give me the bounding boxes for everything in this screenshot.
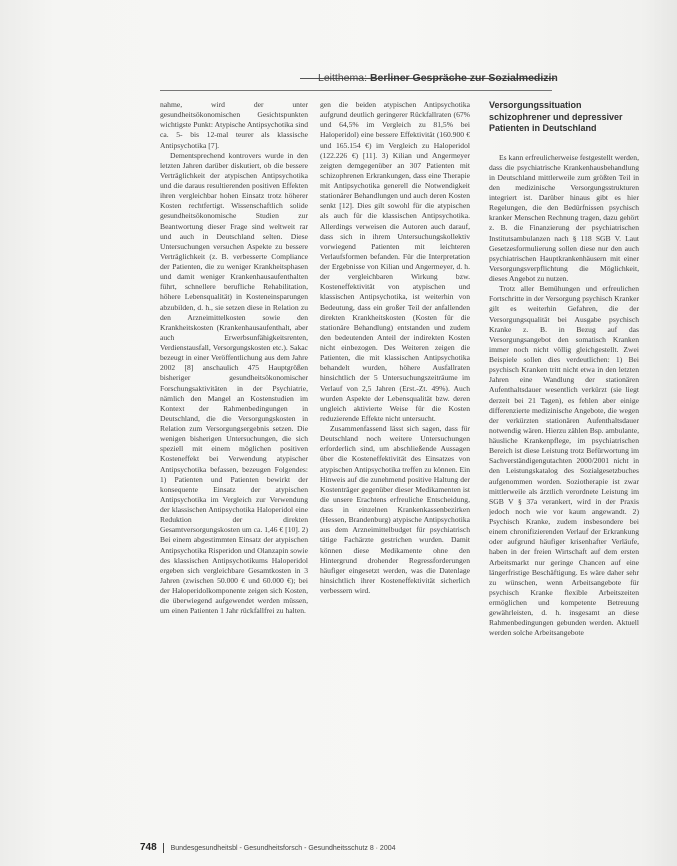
paragraph: gen die beiden atypischen Antipsychotika aufgrund deutlich geringerer Rückfallraten (67% und 64,5% im Vergleich zu 81,5% bei Haloperidol) eine bessere Effektivität (160.900 € und 165.154 €) im Vergleich zu Haloperidol (122.226 €) [11]. 3) Kilian und Angermeyer zeigten demgegenüber an 307 Patienten mit schizophrenen Erkrankungen, dass eine Therapie mit Antipsychotika generell die Notwendigkeit stationärer Behandlungen und auch deren Kosten senkt [12]. Dies gilt sowohl für die atypischen als auch für die klassischen Antipsychotika. Allerdings verweisen die Autoren auch darauf, dass sich in ihrem Untersuchungskollektiv vorwiegend Patienten mit leichteren Verlaufsformen befanden. Für die Interpretation der Ergebnisse von Kilian und Angermeyer, d. h. der vergleichbaren Wirkung bzw. Kosteneffektivität von atypischen und klassischen Antipsychotika, ist weiterhin von Bedeutung, dass ein großer Teil der anfallenden direkten Krankheitskosten (Kosten für die stationäre Behandlung) entstanden und zudem den bedeutenden Anteil der indirekten Kosten nicht einbezogen. Des Weiteren zeigen die Patienten, die mit klassischen Antipsychotika behandelt wurden, höhere Ausfallraten hinsichtlich der 5 Untersuchungszeiträume im Verlauf von 2,5 Jahren (Erst.-Zt. 49%). Auch wurden Aspekte der Lebensqualität bzw. deren ungleich aktivierte Weise für die Kosten reduzierende Effekte nicht untersucht. <box>320 100 470 423</box>
paragraph: nahme, wird der unter gesundheitsökonomischen Gesichtspunkten wichtigste Punkt: Atypische Antipsychotika sind ca. 5- bis 12-mal teurer als klassische Antipsychotika [7]. <box>160 100 308 150</box>
page-footer <box>140 842 560 853</box>
section-heading: Versorgungssituation schizophrener und depressiver Patienten in Deutschland <box>489 100 623 133</box>
footer-divider <box>163 843 164 853</box>
paragraph: Es kann erfreulicherweise festgestellt werden, dass die psychiatrische Krankenhausbehandlung in Deutschland mittlerweile zum größten Teil in den medizinische Versorgungsstrukturen integriert ist. Darüber hinaus gibt es hier Regelungen, die den Bedürfnissen psychisch kranker Menschen Rechnung tragen, dazu gehört z. B. die Finanzierung der psychiatrischen Institutsambulanzen nach § 118 SGB V. Laut Gesetzesformulierung sollen diese nur den auch psychiatrischen Hauptkrankenhäusern mit einer Versorgungsverpflichtung die Möglichkeit, dieses Angebot zu nutzen. <box>489 152 639 283</box>
header-rule-bottom <box>160 90 552 91</box>
paragraph: Zusammenfassend lässt sich sagen, dass für Deutschland noch weitere Untersuchungen erforderlich sind, um abschließende Aussagen über die Kosteneffektivität des Einsatzes von atypischen Antipsychotika treffen zu können. Ein Hinweis auf die zunehmend positive Haltung der Kostenträger gegenüber dieser Medikamenten ist die unsere Erachtens erfreuliche Entscheidung, dass in einzelnen Krankenkassenbezirken (Hessen, Brandenburg) atypische Antipsychotika aus dem Arzneimittelbudget für psychiatrisch tätige Fachärzte gestrichen wurden. Damit können diese Medikamente ohne den Hintergrund drohender Regressforderungen häufiger eingesetzt werden, was die Datenlage hinsichtlich ihrer Kosteneffektivität sicherlich verbessern wird. <box>320 424 470 595</box>
text-column-middle <box>320 100 470 850</box>
paragraph: Trotz aller Bemühungen und erfreulichen Fortschritte in der Versorgung psychisch Kranker gilt es weiterhin Gefahren, die der Versorgungsqualität bei Ausgabe psychisch Kranke z. B. in Bezug auf das Versorgungsangebot den somatisch Kranken immer noch nicht völlig gleichgestellt. Zwei Beispiele sollen dies verdeutlichen: 1) Bei psychisch Kranken tritt nicht etwa in den letzten Jahren eine Wandlung der stationären Aufenthaltsdauer wesentlich verkürzt (sie liegt derzeit bei 21 Tagen), es fehlen aber einige differenzierte medizinische Angebote, die wegen der verkürzten stationären Aufenthaltsdauer notwendig wären. Hierzu zählen Bsp. ambulante, häusliche Krankenpflege, im psychiatrischen Bereich ist diese Leistung trotz Befürwortung im Sachverständigengutachten 2000/2001 nicht in den Leistungskatalog des Sozialgesetzbuches aufgenommen worden. Soziotherapie ist zwar mittlerweile als ärztlich verordnete Leistung im SGB V § 37a verankert, wird in der Praxis jedoch noch wie vor kaum angewandt. 2) Psychisch Kranke, zudem insbesondere bei einem chronifizierenden Verlauf der Erkrankung oder aufgrund häufiger krisenhafter Verläufe, haben in der freien Wirtschaft auf dem ersten Arbeitsmarkt nur geringe Chancen auf eine längerfristige Beschäftigung. Es wäre daher sehr zu wünschen, wenn Arbeitsangebote für psychisch Kranke flexible Arbeitszeiten ermöglichen und kompetente Betreuung gewährleisten, d. h. insgesamt an diese Rahmenbedingungen gebunden werden. Aktuell werden solche Arbeitsangebote <box>489 284 639 638</box>
header-topic: Berliner Gespräche zur Sozialmedizin <box>369 72 558 84</box>
running-header <box>318 72 558 84</box>
header-leitthema: Leitthema: <box>318 72 368 84</box>
journal-citation: Bundesgesundheitsbl - Gesundheitsforsch - Gesundheitsschutz 8 · 2004 <box>170 845 396 852</box>
paragraph: Dementsprechend kontrovers wurde in den letzten Jahren darüber diskutiert, ob die bessere Verträglichkeit der atypischen Antipsychotika und die daraus resultierenden positiven Effekten ihren vergleichbar hohen Einsatz trotz höherer Kosten rechtfertigt. Wissenschaftlich solide gesundheitsökonomische Studien zur Beantwortung dieser Frage sind weltweit rar und auch in Deutschland selten. Diese Untersuchungen versuchen Aspekte zu bessere Verträglichkeit (z. B. verbesserte Compliance der Patienten, die zu weniger Krankheitsphasen und damit weniger Krankenhausaufenthalten führt, schnellere berufliche Rehabilitation, höhere Lebensqualität) in Kosteneinsparungen abzubilden, d. h., sie setzen diese in Relation zu den Arzneimittelkosten sowie den Krankheitskosten (Krankenhausaufenthalt, aber auch Erwerbsunfähigkeitsrenten, Verdienstausfall, Versorgungskosten etc.). Sakac bezeugt in einer Veröffentlichung aus dem Jahre 2002 [8] anschaulich 475 Hauptgrößen bisheriger gesundheitsökonomischer Forschungsaktivitäten in der Psychiatrie, nämlich den Mangel an Kostenstudien im Kontext der Rahmenbedingungen in Deutschland, die die Versorgungskosten in Relation zum Versorgungsergebnis setzen. Die wenigen bisherigen Untersuchungen, die sich speziell mit einem möglichen positiven Kosteneffekt bei Verwendung atypischer Antipsychotika befassen, bezeugen Folgendes: 1) Patienten und Patienten bewirkt der konsequente Einsatz der atypischen Antipsychotika im Vergleich zur Verwendung der klassischen Antipsychotika Haloperidol eine Reduktion der direkten Gesamtversorgungskosten um ca. 1,46 € [10]. 2) Bei einem abgestimmten Einsatz der atypischen Antipsychotika Risperidon und Olanzapin sowie des klassischen Antipsychotikums Haloperidol ergeben sich vergleichbare Gesamtkosten in 3 Jahren (zwischen 50.000 € und 60.000 €); bei der Haloperidolkomponente zeigen sich Kosten, die überwiegend aufgewendet werden müssen, um einen Patienten 1 Jahr rückfallfrei zu halten. <box>160 150 308 616</box>
text-column-right <box>489 100 639 850</box>
text-column-left <box>160 100 308 850</box>
page-number: 748 <box>140 842 157 853</box>
page-edge-shadow <box>640 0 677 866</box>
